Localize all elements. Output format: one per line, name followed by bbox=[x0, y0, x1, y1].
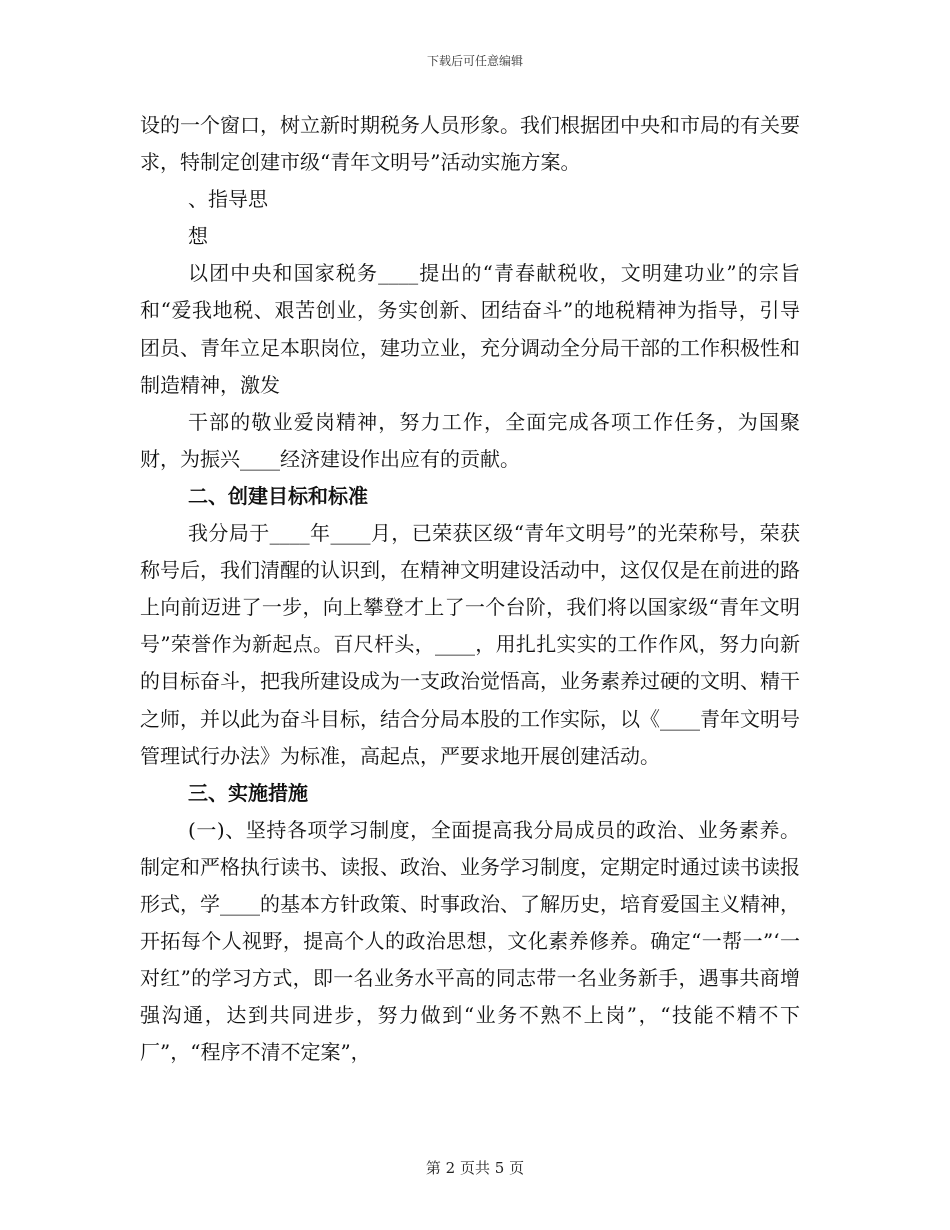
page-number: 第 2 页共 5 页 bbox=[425, 1159, 525, 1177]
section-heading-goals: 二、创建目标和标准 bbox=[188, 483, 368, 508]
page-header: 下载后可任意编辑 bbox=[426, 54, 523, 68]
document-body bbox=[140, 107, 800, 1071]
paragraph-goals: 我分局于____年____月，已荣获区级“青年文明号”的光荣称号，荣获称号后，我们清醒的认识到，在精神文明建设活动中，这仅仅是在前进的路上向前迈进了一步，向上攀登才上了一个台阶，我们将以国家级“青年文明号”荣誉作为新起点。百尺杆头，____，用扎扎实实的工作作风，努力向新的目标奋斗，把我所建设成为一支政治觉悟高，业务素养过硬的文明、精干之师，并以此为奋斗目标，结合分局本股的工作实际，以《____青年文明号管理试行办法》为标准，高起点，严要求地开展创建活动。 bbox=[140, 521, 800, 768]
paragraph-guiding-thought-continued: 干部的敬业爱岗精神，努力工作，全面完成各项工作任务，为国聚财，为振兴____经济建设作出应有的贡献。 bbox=[140, 409, 800, 471]
paragraph-measures: (一)、坚持各项学习制度，全面提高我分局成员的政治、业务素养。制定和严格执行读书、读报、政治、业务学习制度，定期定时通过读书读报形式，学____的基本方针政策、时事政治、了解历史，培育爱国主义精神，开拓每个人视野，提高个人的政治思想，文化素养修养。确定“一帮一”‘一对红”的学习方式，即一名业务水平高的同志带一名业务新手，遇事共商增强沟通，达到共同进步，努力做到“业务不熟不上岗”，“技能不精不下厂”，“程序不清不定案”， bbox=[140, 817, 800, 1065]
paragraph-guiding-thought: 以团中央和国家税务____提出的“青春献税收，文明建功业”的宗旨和“爱我地税、艰苦创业，务实创新、团结奋斗”的地税精神为指导，引导团员、青年立足本职岗位，建功立业，充分调动全分局干部的工作积极性和制造精神，激发 bbox=[140, 261, 800, 397]
section-heading-guiding-part1: 、指导思 bbox=[188, 187, 268, 212]
section-heading-measures: 三、实施措施 bbox=[188, 780, 308, 805]
section-heading-guiding-part2: 想 bbox=[188, 224, 208, 249]
paragraph-intro-continuation: 设的一个窗口，树立新时期税务人员形象。我们根据团中央和市局的有关要求，特制定创建市级“青年文明号”活动实施方案。 bbox=[140, 113, 800, 175]
